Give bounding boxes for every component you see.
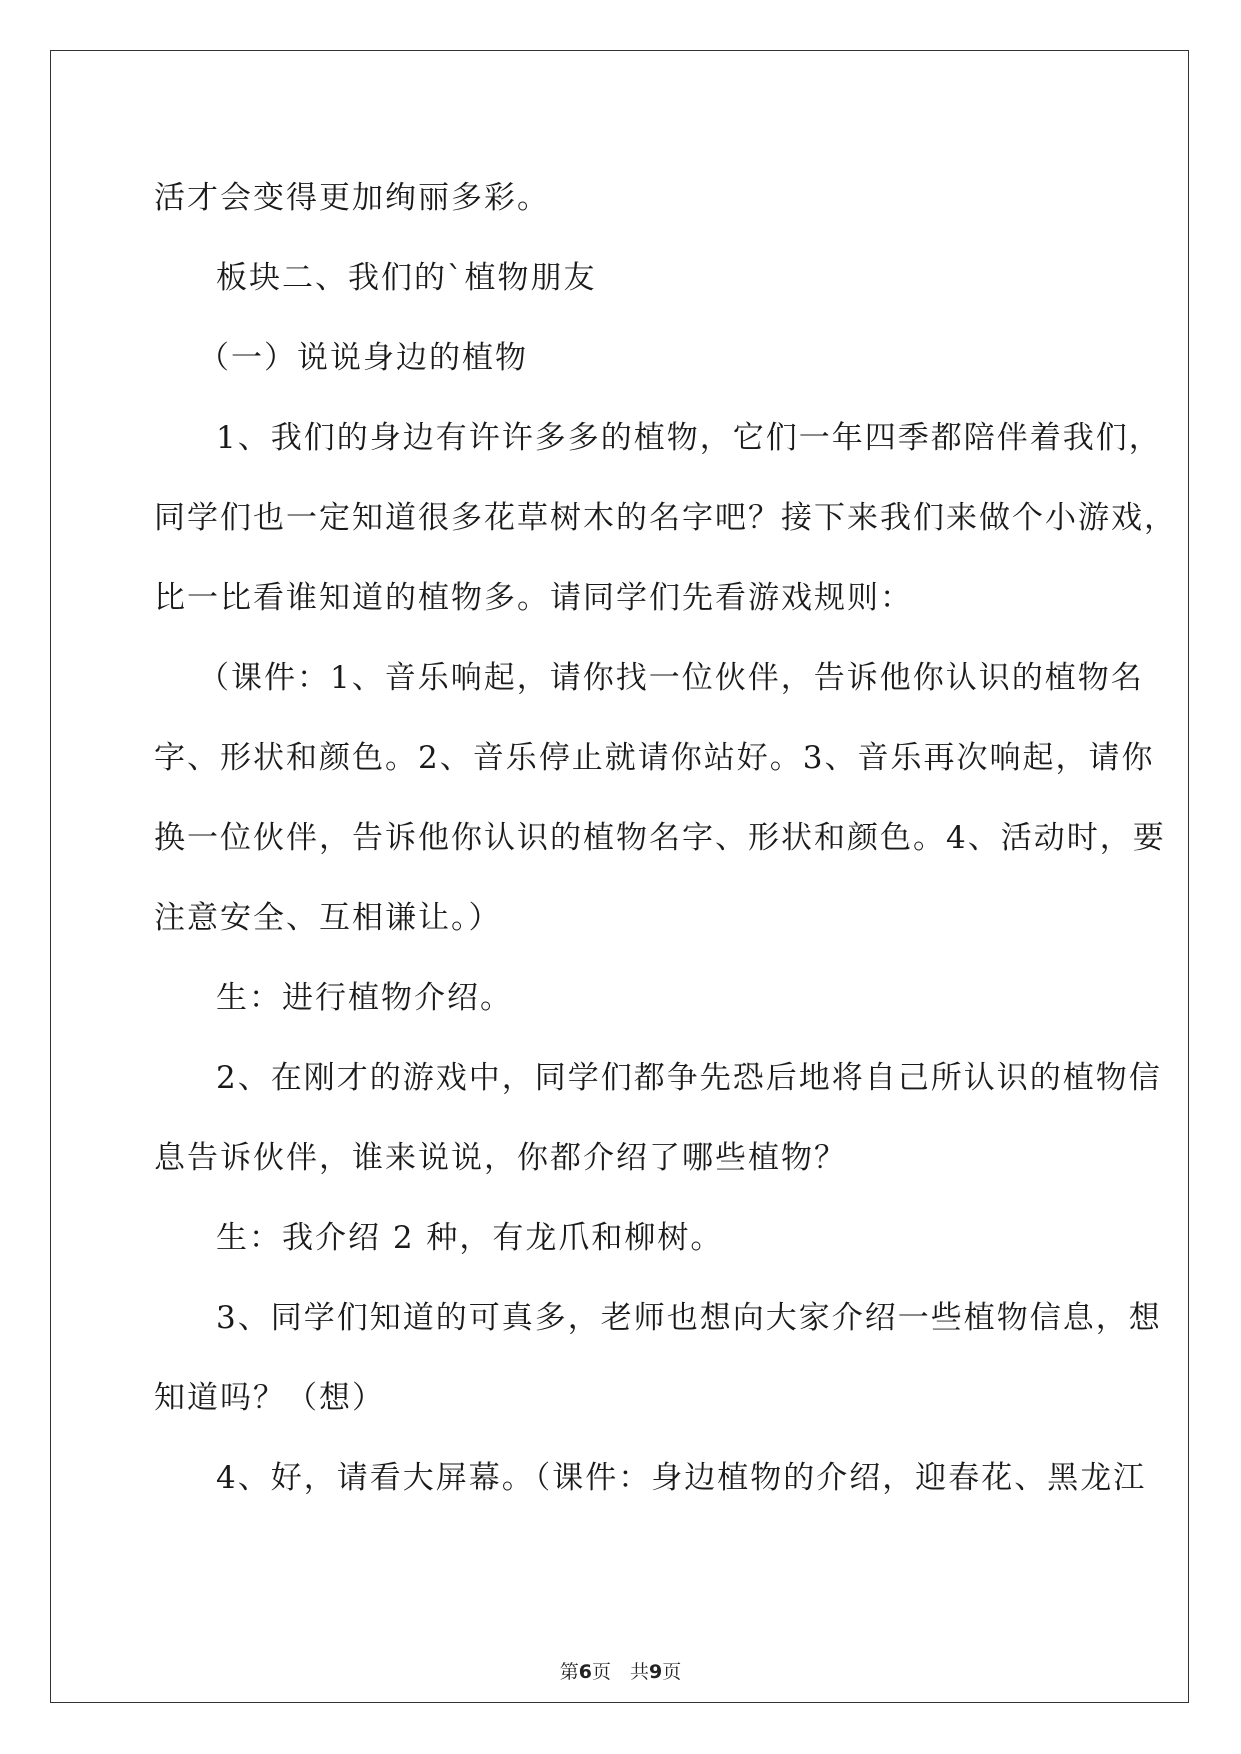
paragraph-line: 字、形状和颜色。2、音乐停止就请你站好。3、音乐再次响起，请你 <box>154 740 1155 776</box>
paragraph-line: 2、在刚才的游戏中，同学们都争先恐后地将自己所认识的植物信 <box>216 1060 1162 1096</box>
paragraph-line: 4、好，请看大屏幕。（课件：身边植物的介绍，迎春花、黑龙江 <box>216 1460 1147 1496</box>
page-mid-text: 页 共 <box>591 1661 649 1683</box>
page-prefix: 第 <box>559 1661 579 1683</box>
paragraph-line: 比一比看谁知道的植物多。请同学们先看游戏规则： <box>154 580 913 616</box>
page-current-number: 6 <box>578 1661 592 1683</box>
subsection-heading: （一）说说身边的植物 <box>198 340 528 376</box>
page-total-number: 9 <box>649 1661 663 1683</box>
paragraph-line: 1、我们的身边有许许多多的植物，它们一年四季都陪伴着我们， <box>216 420 1162 456</box>
paragraph-line: 注意安全、互相谦让。） <box>154 900 502 936</box>
paragraph-line: 息告诉伙伴，谁来说说，你都介绍了哪些植物？ <box>154 1140 847 1176</box>
paragraph-line: 知道吗？（想） <box>154 1380 385 1416</box>
section-heading: 板块二、我们的`植物朋友 <box>216 260 597 296</box>
page-footer <box>0 1657 1241 1684</box>
paragraph-line: （课件：1、音乐响起，请你找一位伙伴，告诉他你认识的植物名 <box>198 660 1144 696</box>
paragraph-line: 生：进行植物介绍。 <box>216 980 513 1016</box>
document-body <box>154 158 1177 1518</box>
paragraph-line: 3、同学们知道的可真多，老师也想向大家介绍一些植物信息，想 <box>216 1300 1162 1336</box>
page-suffix: 页 <box>662 1661 682 1683</box>
paragraph-line: 换一位伙伴，告诉他你认识的植物名字、形状和颜色。4、活动时，要 <box>154 820 1166 856</box>
paragraph-line: 生：我介绍 2 种，有龙爪和柳树。 <box>216 1220 724 1256</box>
text-line-continuation: 活才会变得更加绚丽多彩。 <box>154 180 550 216</box>
paragraph-line: 同学们也一定知道很多花草树木的名字吧？接下来我们来做个小游戏， <box>154 500 1177 536</box>
